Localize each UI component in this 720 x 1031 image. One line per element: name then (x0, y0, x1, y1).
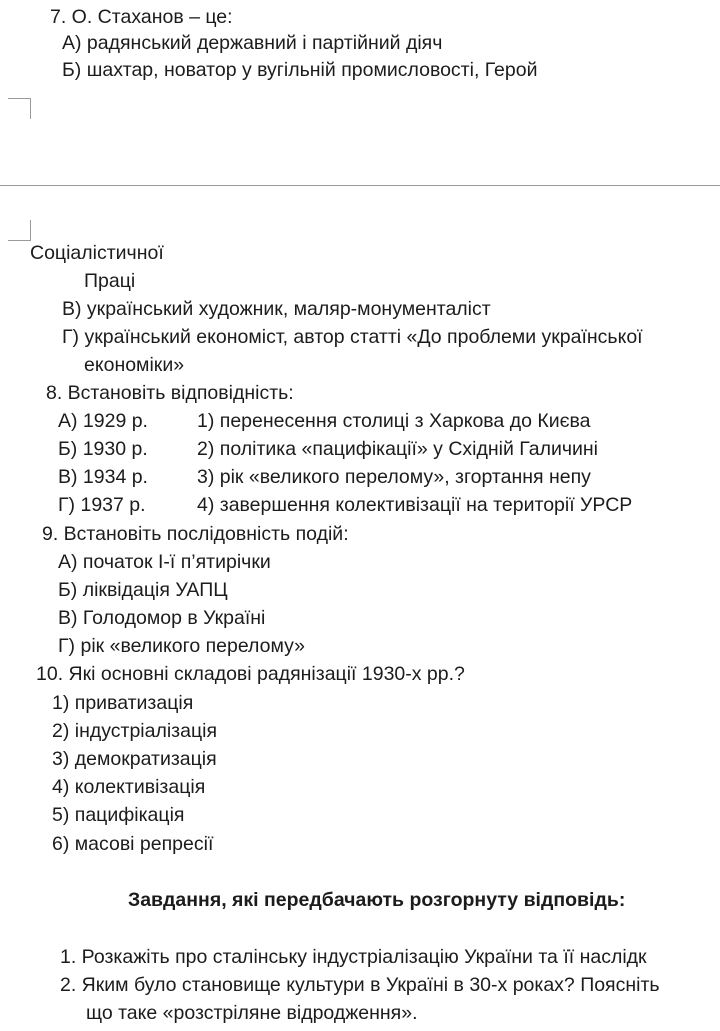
q8-row-left: А) 1929 р. (58, 410, 148, 432)
q9-item: Б) ліквідація УАПЦ (58, 579, 228, 601)
q7-option-c: В) український художник, маляр-монументаліст (62, 298, 491, 320)
q7-option-b-continued: Соціалістичної (30, 242, 164, 264)
q10-item: 3) демократизація (52, 748, 217, 770)
q8-row-right: 4) завершення колективізації на території УРСР (197, 494, 633, 516)
essay-item-continued: що таке «розстріляне відродження». (86, 1002, 418, 1024)
page-corner-mark-top (8, 220, 31, 241)
q7-option-b: Б) шахтар, новатор у вугільній промисловості, Герой (62, 59, 538, 81)
q8-row-left: Б) 1930 р. (58, 438, 148, 460)
q8-row-right: 3) рік «великого перелому», згортання непу (197, 466, 591, 488)
q8-row-right: 1) перенесення столиці з Харкова до Києва (197, 410, 591, 432)
q10-title: 10. Які основні складові радянізації 1930-х рр.? (36, 663, 465, 685)
q7-title: 7. О. Стаханов – це: (50, 6, 233, 28)
q9-item: Г) рік «великого перелому» (58, 635, 305, 657)
q7-option-a: А) радянський державний і партійний діяч (62, 32, 443, 54)
q10-item: 6) масові репресії (52, 833, 214, 855)
q10-item: 5) пацифікація (52, 804, 185, 826)
q10-item: 2) індустріалізація (52, 720, 218, 742)
q8-row-left: В) 1934 р. (58, 466, 148, 488)
q8-row-right: 2) політика «пацифікації» у Східній Галичині (197, 438, 599, 460)
q9-item: А) початок І-ї п’ятирічки (58, 551, 271, 573)
essay-item: 2. Яким було становище культури в Україні в 30-х роках? Поясніть (60, 974, 660, 996)
q8-row-left: Г) 1937 р. (58, 494, 146, 516)
q9-title: 9. Встановіть послідовність подій: (42, 523, 349, 545)
q9-item: В) Голодомор в Україні (58, 607, 266, 629)
q8-title: 8. Встановіть відповідність: (46, 382, 294, 404)
q7-option-b-continued-2: Праці (84, 270, 136, 292)
q10-item: 4) колективізація (52, 776, 206, 798)
page-break-line (0, 185, 720, 186)
q7-option-d-continued: економіки» (84, 354, 185, 376)
q7-option-d: Г) український економіст, автор статті «До проблеми української (62, 326, 643, 348)
essay-heading: Завдання, які передбачають розгорнуту відповідь: (128, 889, 626, 911)
q10-item: 1) приватизація (52, 692, 194, 714)
essay-item: 1. Розкажіть про сталінську індустріалізацію України та її наслідк (60, 946, 647, 968)
page-corner-mark-bottom (8, 98, 31, 119)
